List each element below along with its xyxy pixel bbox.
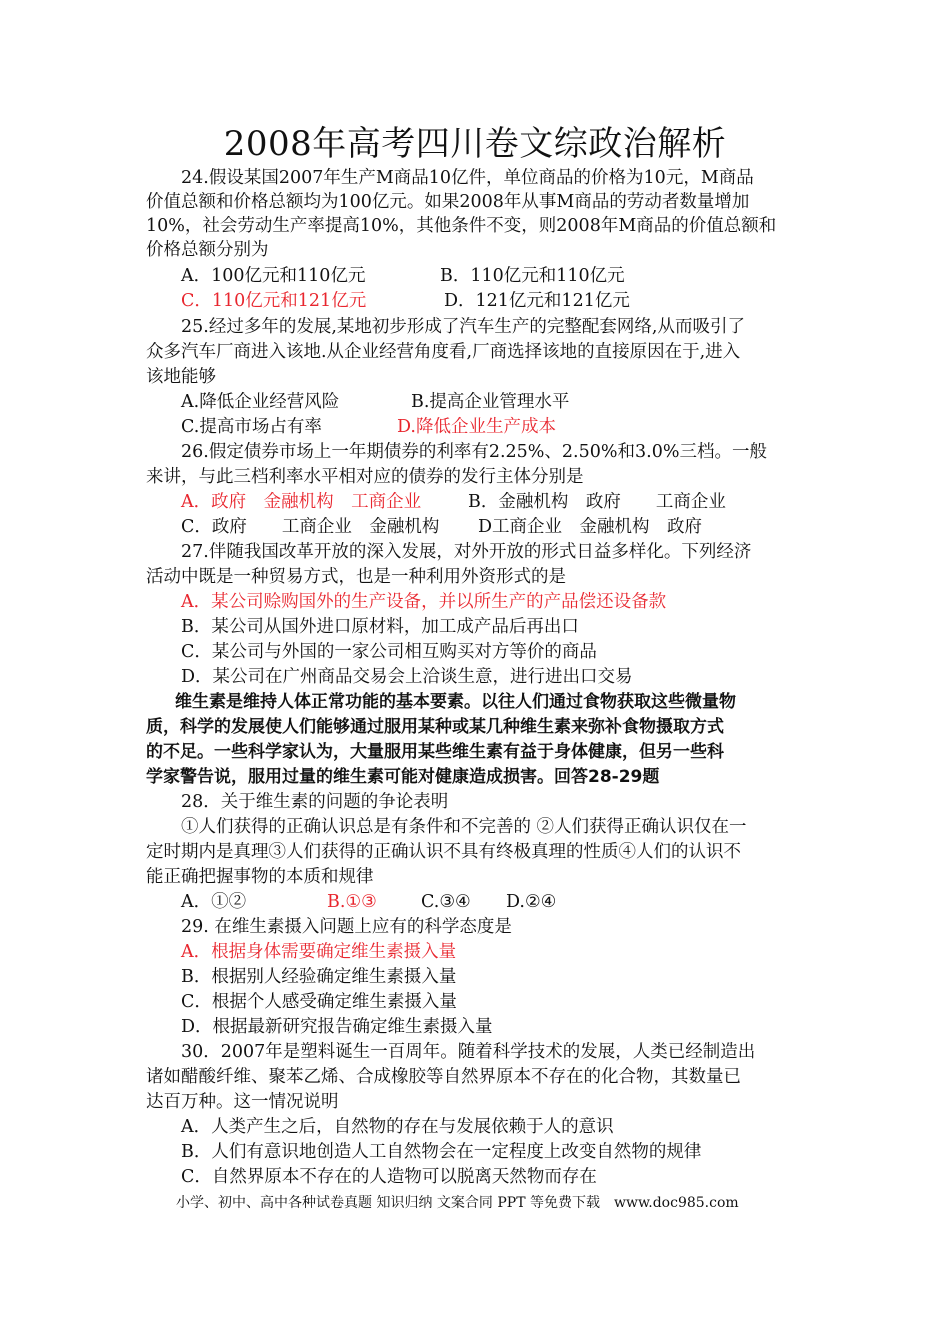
- q27-line-2: 活动中既是一种贸易方式，也是一种利用外资形式的是: [146, 567, 566, 587]
- q28-line-2: 定时期内是真理③人们获得的正确认识不具有终极真理的性质④人们的认识不: [146, 842, 741, 862]
- q24-option-b: B．110亿元和110亿元: [440, 266, 625, 286]
- q29-option-d: D．根据最新研究报告确定维生素摄入量: [181, 1017, 493, 1037]
- q29-option-c: C．根据个人感受确定维生素摄入量: [181, 992, 457, 1012]
- q27-line-1: 27.伴随我国改革开放的深入发展，对外开放的形式日益多样化。下列经济: [181, 542, 752, 562]
- q28-line-3: 能正确把握事物的本质和规律: [146, 867, 374, 887]
- q29-option-b: B．根据别人经验确定维生素摄入量: [181, 967, 457, 987]
- q26-option-d: D工商企业 金融机构 政府: [478, 517, 703, 537]
- q24-option-c-answer: C．110亿元和121亿元: [181, 291, 367, 311]
- q26-option-b: B．金融机构 政府 工商企业: [468, 492, 726, 512]
- q27-option-d: D．某公司在广州商品交易会上洽谈生意，进行进出口交易: [181, 667, 633, 687]
- q25-option-a: A.降低企业经营风险: [181, 392, 340, 412]
- q28-line-1: ①人们获得的正确认识总是有条件和不完善的 ②人们获得正确认识仅在一: [181, 817, 747, 837]
- passage-line-4: 学家警告说，服用过量的维生素可能对健康造成损害。回答28-29题: [146, 767, 660, 787]
- q29-stem: 29. 在维生素摄入问题上应有的科学态度是: [181, 917, 512, 937]
- q24-option-a: A．100亿元和110亿元: [181, 266, 366, 286]
- q26-line-1: 26.假定债券市场上一年期债券的利率有2.25%、2.50%和3.0%三档。一般: [181, 442, 767, 462]
- q24-option-d: D．121亿元和121亿元: [444, 291, 630, 311]
- q30-option-a: A．人类产生之后，自然物的存在与发展依赖于人的意识: [181, 1117, 614, 1137]
- q27-option-c: C．某公司与外国的一家公司相互购买对方等价的商品: [181, 642, 597, 662]
- q30-line-2: 诸如醋酸纤维、聚苯乙烯、合成橡胶等自然界原本不存在的化合物，其数量已: [146, 1067, 741, 1087]
- q25-option-c: C.提高市场占有率: [181, 417, 322, 437]
- q28-option-c: C.③④: [421, 892, 471, 912]
- passage-line-2: 质，科学的发展使人们能够通过服用某种或某几种维生素来弥补食物摄取方式: [146, 717, 724, 737]
- q28-option-a: A．①②: [181, 892, 247, 912]
- q28-option-d: D.②④: [506, 892, 557, 912]
- q30-line-3: 达百万种。这一情况说明: [146, 1092, 339, 1112]
- q25-line-3: 该地能够: [146, 367, 216, 387]
- page-title: 2008年高考四川卷文综政治解析: [223, 124, 727, 164]
- q26-option-a-answer: A．政府 金融机构 工商企业: [181, 492, 422, 512]
- q27-option-a-answer: A．某公司赊购国外的生产设备，并以所生产的产品偿还设备款: [181, 592, 667, 612]
- passage-line-3: 的不足。一些科学家认为，大量服用某些维生素有益于身体健康，但另一些科: [146, 742, 724, 762]
- q26-option-c: C．政府 工商企业 金融机构: [181, 517, 440, 537]
- q30-option-c: C．自然界原本不存在的人造物可以脱离天然物而存在: [181, 1167, 597, 1187]
- q30-line-1: 30．2007年是塑料诞生一百周年。随着科学技术的发展，人类已经制造出: [181, 1042, 756, 1062]
- passage-line-1: 维生素是维持人体正常功能的基本要素。以往人们通过食物获取这些微量物: [175, 692, 736, 712]
- q24-line-2: 价值总额和价格总额均为100亿元。如果2008年从事M商品的劳动者数量增加: [146, 192, 750, 212]
- q26-line-2: 来讲，与此三档利率水平相对应的债券的发行主体分别是: [146, 467, 584, 487]
- q27-option-b: B．某公司从国外进口原材料，加工成产品后再出口: [181, 617, 579, 637]
- q30-option-b: B．人们有意识地创造人工自然物会在一定程度上改变自然物的规律: [181, 1142, 702, 1162]
- q24-line-3: 10%，社会劳动生产率提高10%，其他条件不变，则2008年M商品的价值总额和: [146, 216, 777, 236]
- q28-option-b-answer: B.①③: [327, 892, 377, 912]
- q25-option-d-answer: D.降低企业生产成本: [397, 417, 556, 437]
- q24-line-1: 24.假设某国2007年生产M商品10亿件，单位商品的价格为10元，M商品: [181, 168, 754, 188]
- q25-option-b: B.提高企业管理水平: [411, 392, 570, 412]
- q29-option-a-answer: A．根据身体需要确定维生素摄入量: [181, 942, 457, 962]
- footer-watermark-text: 小学、初中、高中各种试卷真题 知识归纳 文案合同 PPT 等免费下载 www.doc985.com: [176, 1195, 739, 1211]
- q28-stem: 28．关于维生素的问题的争论表明: [181, 792, 449, 812]
- q25-line-2: 众多汽车厂商进入该地.从企业经营角度看,厂商选择该地的直接原因在于,进入: [146, 342, 741, 362]
- q25-line-1: 25.经过多年的发展,某地初步形成了汽车生产的完整配套网络,从而吸引了: [181, 317, 745, 337]
- q24-line-4: 价格总额分别为: [146, 240, 269, 260]
